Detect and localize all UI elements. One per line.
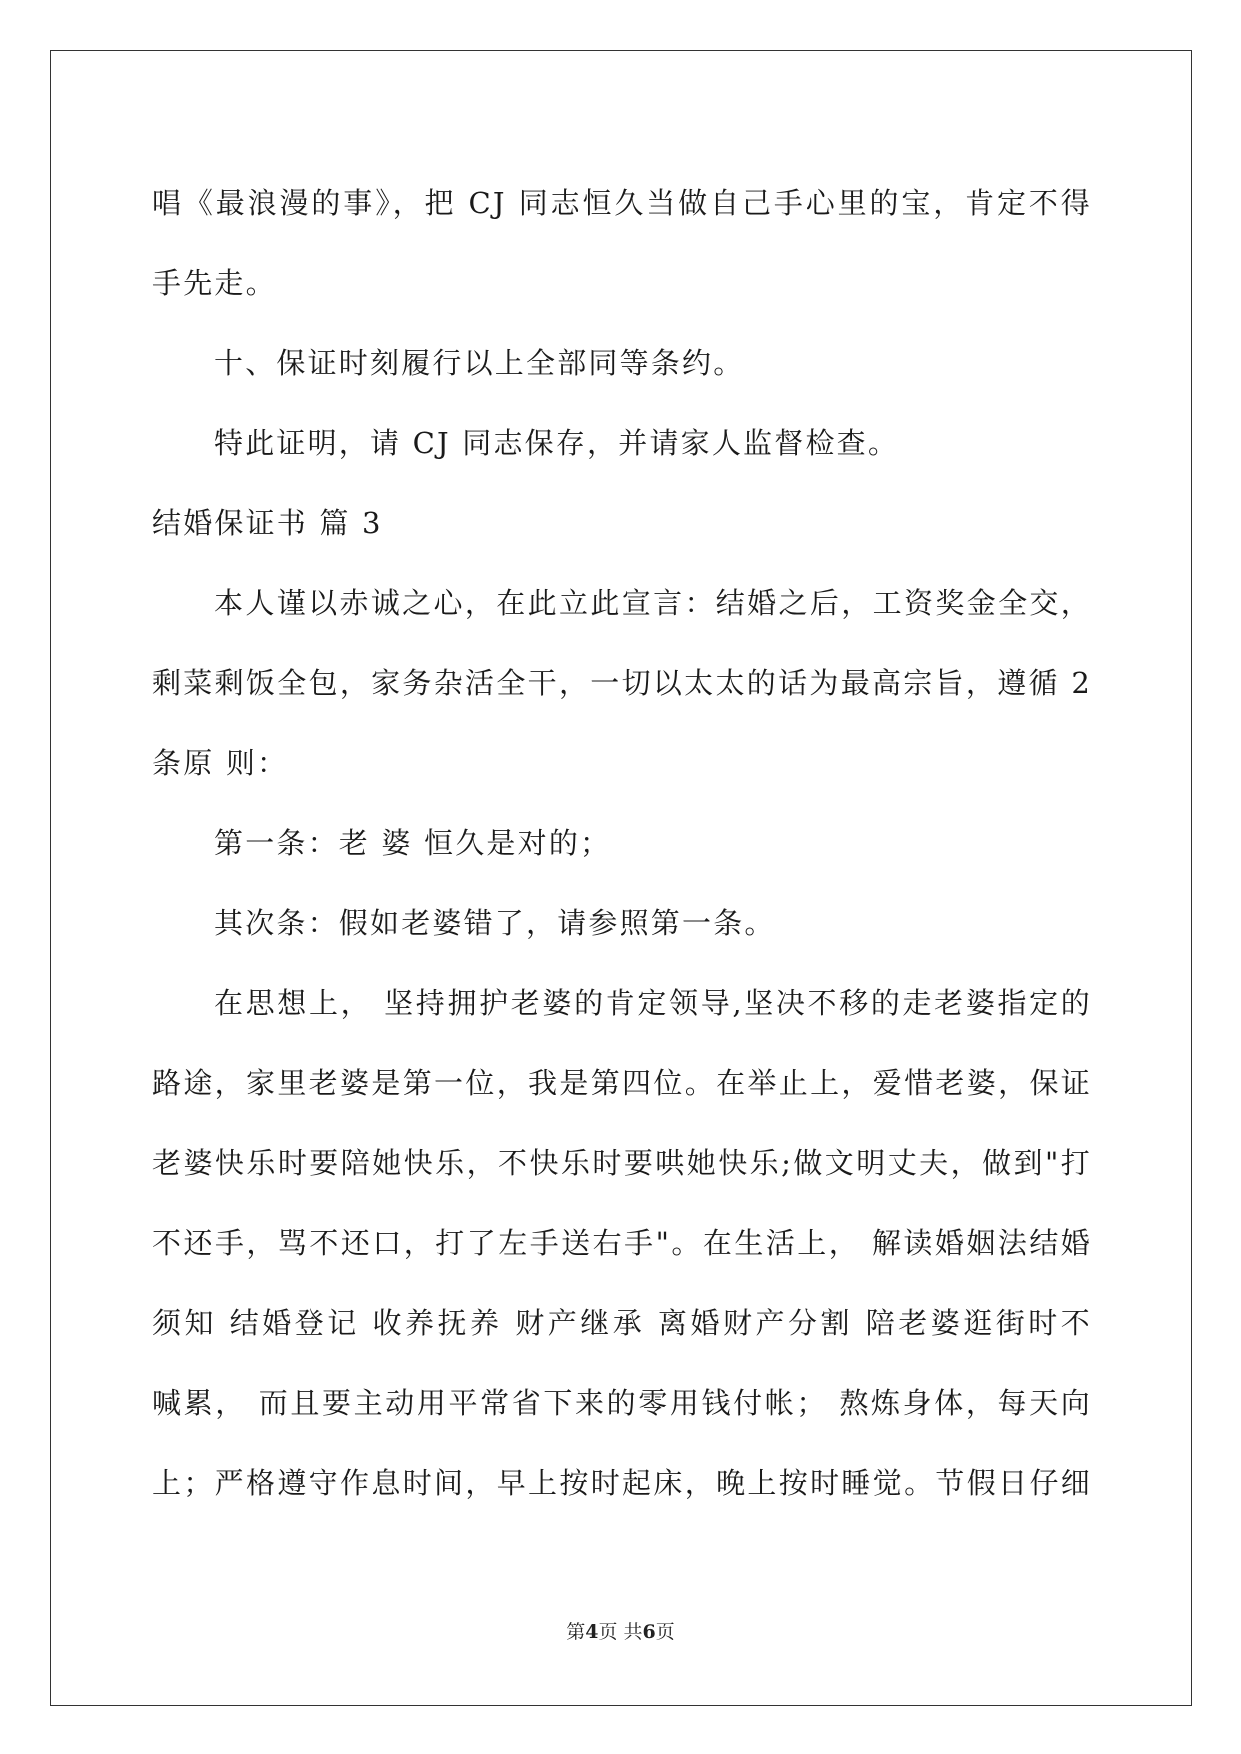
footer-prefix: 第 [566,1621,586,1643]
section-heading: 结婚保证书 篇 3 [152,506,383,540]
page-footer [0,1617,1241,1644]
text-line: 上；严格遵守作息时间，早上按时起床，晚上按时睡觉。节假日仔细 [152,1466,1092,1500]
text-line: 十、保证时刻履行以上全部同等条约。 [214,346,745,380]
text-line: 第一条：老 婆 恒久是对的； [214,826,612,860]
text-line: 喊累， 而且要主动用平常省下来的零用钱付帐； 熬炼身体，每天向 [152,1386,1092,1420]
current-page-number: 4 [585,1621,599,1643]
text-line: 剩菜剩饭全包，家务杂活全干，一切以太太的话为最高宗旨，遵循 2 [152,666,1092,700]
text-line: 在思想上， 坚持拥护老婆的肯定领导,坚决不移的走老婆指定的 [214,986,1092,1020]
text-line: 手先走。 [152,266,277,300]
text-line: 其次条：假如老婆错了，请参照第一条。 [214,906,776,940]
text-line: 老婆快乐时要陪她快乐，不快乐时要哄她快乐;做文明丈夫，做到"打 [152,1146,1092,1180]
text-line: 条原 则： [152,746,289,780]
text-line: 本人谨以赤诚之心，在此立此宣言：结婚之后，工资奖金全交， [214,586,1092,620]
text-line: 唱《最浪漫的事》，把 CJ 同志恒久当做自己手心里的宝，肯定不得 [152,186,1092,220]
footer-middle: 页 共 [598,1621,643,1643]
total-page-number: 6 [642,1621,656,1643]
footer-suffix: 页 [655,1621,675,1643]
text-line: 特此证明，请 CJ 同志保存，并请家人监督检查。 [214,426,900,460]
text-line: 路途，家里老婆是第一位，我是第四位。在举止上，爱惜老婆，保证 [152,1066,1092,1100]
text-line: 不还手，骂不还口，打了左手送右手"。在生活上， 解读婚姻法结婚 [152,1226,1092,1260]
document-body [152,163,1092,1523]
text-line: 须知 结婚登记 收养抚养 财产继承 离婚财产分割 陪老婆逛街时不 [152,1306,1092,1340]
